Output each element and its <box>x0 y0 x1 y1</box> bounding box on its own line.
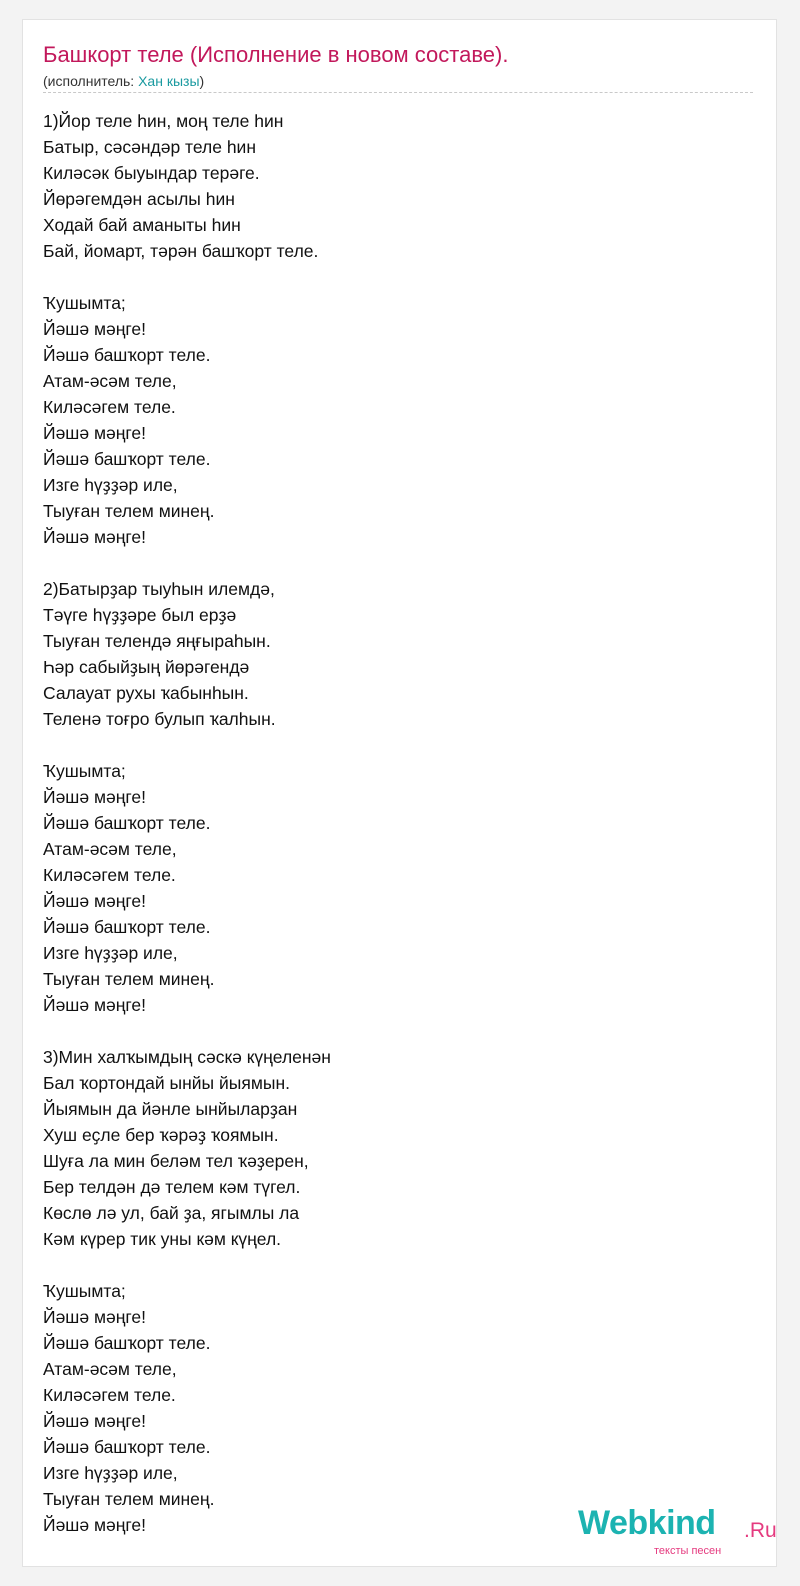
logo-wordmark: Webkind <box>578 1504 716 1542</box>
lyrics-text: 1)Йор теле һин, моң теле һин Батыр, сәсәндәр теле һин Киләсәк быуындар терәге. Йөрәгемдән асылы һин Ходай бай аманыты һин Бай, йомарт, тәрән башҡорт теле. Ҡушымта; Йәшә мәңге! Йәшә башҡорт теле. Атам-әсәм теле, Киләсәгем теле. Йәшә мәңге! Йәшә башҡорт теле. Изге һүҙҙәр иле, Тыуған телем минең. Йәшә мәңге! 2)Батырҙар тыуһын илемдә, Тәүге һүҙҙәре был ерҙә Тыуған телендә яңғыраһын. Һәр сабыйҙың йөрәгендә Салауат рухы ҡабынһын. Теленә тоғро булып ҡалһын. Ҡушымта; Йәшә мәңге! Йәшә башҡорт теле. Атам-әсәм теле, Киләсәгем теле. Йәшә мәңге! Йәшә башҡорт теле. Изге һүҙҙәр иле, Тыуған телем минең. Йәшә мәңге! 3)Мин халҡымдың сәскә күңеленән Бал ҡортондай ынйы йыямын. Йыямын да йәнле ынйыларҙан Хуш еҫле бер ҡәрәҙ ҡоямын. Шуға ла мин беләм тел ҡәҙерен, Бер телдән дә телем кәм түгел. Көслө лә ул, бай ҙа, ягымлы ла Кәм күрер тик уны кәм күңел. Ҡушымта; Йәшә мәңге! Йәшә башҡорт теле. Атам-әсәм теле, Киләсәгем теле. Йәшә мәңге! Йәшә башҡорт теле. Изге һүҙҙәр иле, Тыуған телем минең. Йәшә мәңге! <box>43 111 331 1535</box>
logo-tld: .Ru <box>744 1519 777 1542</box>
performer-link[interactable]: Хан кызы <box>138 73 200 89</box>
title-divider <box>43 92 753 93</box>
performer-line <box>43 72 204 90</box>
performer-prefix: (исполнитель: <box>43 73 139 89</box>
performer-suffix: ) <box>199 73 205 89</box>
page-title: Башкорт теле (Исполнение в новом составе). <box>43 42 509 67</box>
logo-tagline: тексты песен <box>654 1545 722 1557</box>
content-card <box>22 19 777 1567</box>
site-logo[interactable] <box>578 1503 777 1567</box>
